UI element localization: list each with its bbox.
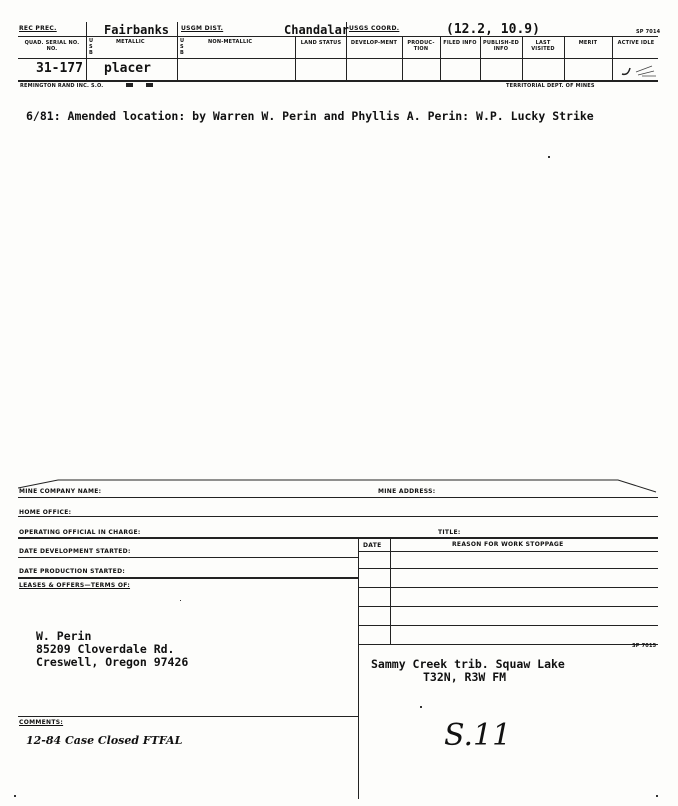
form-top-edge	[18, 474, 658, 494]
date-column-label: DATE	[363, 542, 382, 549]
location-line-2: T32N, R3W FM	[423, 670, 507, 684]
title-label: TITLE:	[438, 529, 461, 536]
mine-company-label: MINE COMPANY NAME:	[19, 488, 102, 495]
speck	[656, 795, 658, 797]
location-text	[371, 658, 565, 684]
development-label: DEVELOP-MENT	[350, 40, 398, 46]
development-started-label: DATE DEVELOPMENT STARTED:	[19, 548, 131, 555]
owner-city: Creswell, Oregon 97426	[36, 655, 189, 669]
owner-address	[36, 630, 188, 669]
us-label-right: U S B	[180, 38, 185, 56]
quad-name-value: Chandalar	[284, 23, 350, 37]
coords-value: (12.2, 10.9)	[446, 22, 540, 37]
handwritten-number: S.11	[444, 718, 512, 753]
speck	[14, 795, 16, 797]
land-status-label: LAND STATUS	[300, 40, 342, 46]
home-office-label: HOME OFFICE:	[19, 509, 72, 516]
last-visited-label: LAST VISITED	[531, 40, 555, 52]
serial-value: 31-177	[36, 61, 83, 76]
us-label-left: U S B	[89, 38, 94, 56]
printer-mark	[146, 83, 153, 87]
owner-street: 85209 Cloverdale Rd.	[36, 642, 175, 656]
comments-label: COMMENTS:	[19, 719, 64, 726]
amended-location-note: 6/81: Amended location: by Warren W. Perin and Phyllis A. Perin: W.P. Lucky Strike	[26, 109, 594, 123]
merit-label: MERIT	[578, 40, 598, 46]
production-label: PRODUC-TION	[407, 40, 435, 52]
filed-info-label: FILED INFO	[443, 40, 477, 46]
speck	[180, 600, 181, 601]
operating-official-label: OPERATING OFFICIAL IN CHARGE:	[19, 529, 141, 536]
territorial-label: TERRITORIAL DEPT. OF MINES	[506, 83, 595, 89]
production-started-label: DATE PRODUCTION STARTED:	[19, 568, 126, 575]
mine-address-label: MINE ADDRESS:	[378, 488, 436, 495]
usgs-coord-label: USGS COORD.	[349, 25, 400, 32]
printer-line: REMINGTON RAND INC. S.O.	[20, 83, 104, 89]
published-info-label: PUBLISH-ED INFO	[482, 40, 519, 52]
active-idle-label: ACTIVE IDLE	[617, 40, 655, 46]
form-number-bottom: SP 7015	[632, 643, 657, 649]
nonmetallic-label: NON-METALLIC	[208, 39, 253, 45]
leases-offers-label: LEASES & OFFERS—TERMS OF:	[19, 582, 131, 589]
comments-value: 12-84 Case Closed FTFAL	[26, 734, 183, 747]
active-idle-mark	[612, 62, 658, 78]
location-line-1: Sammy Creek trib. Squaw Lake	[371, 657, 565, 671]
form-number-top: SP 7014	[636, 29, 661, 35]
metallic-label: METALLIC	[116, 39, 145, 45]
owner-name: W. Perin	[36, 629, 92, 643]
metallic-value: placer	[104, 61, 151, 76]
speck	[420, 706, 422, 708]
speck	[548, 156, 550, 158]
usgm-dist-label: USGM DIST.	[181, 25, 224, 32]
quad-serial-label: QUAD. SERIAL NO. NO.	[24, 40, 80, 52]
rec-prec-label: REC PREC.	[19, 25, 57, 32]
work-stoppage-label: REASON FOR WORK STOPPAGE	[452, 541, 564, 548]
printer-mark	[126, 83, 133, 87]
district-value: Fairbanks	[104, 23, 170, 37]
